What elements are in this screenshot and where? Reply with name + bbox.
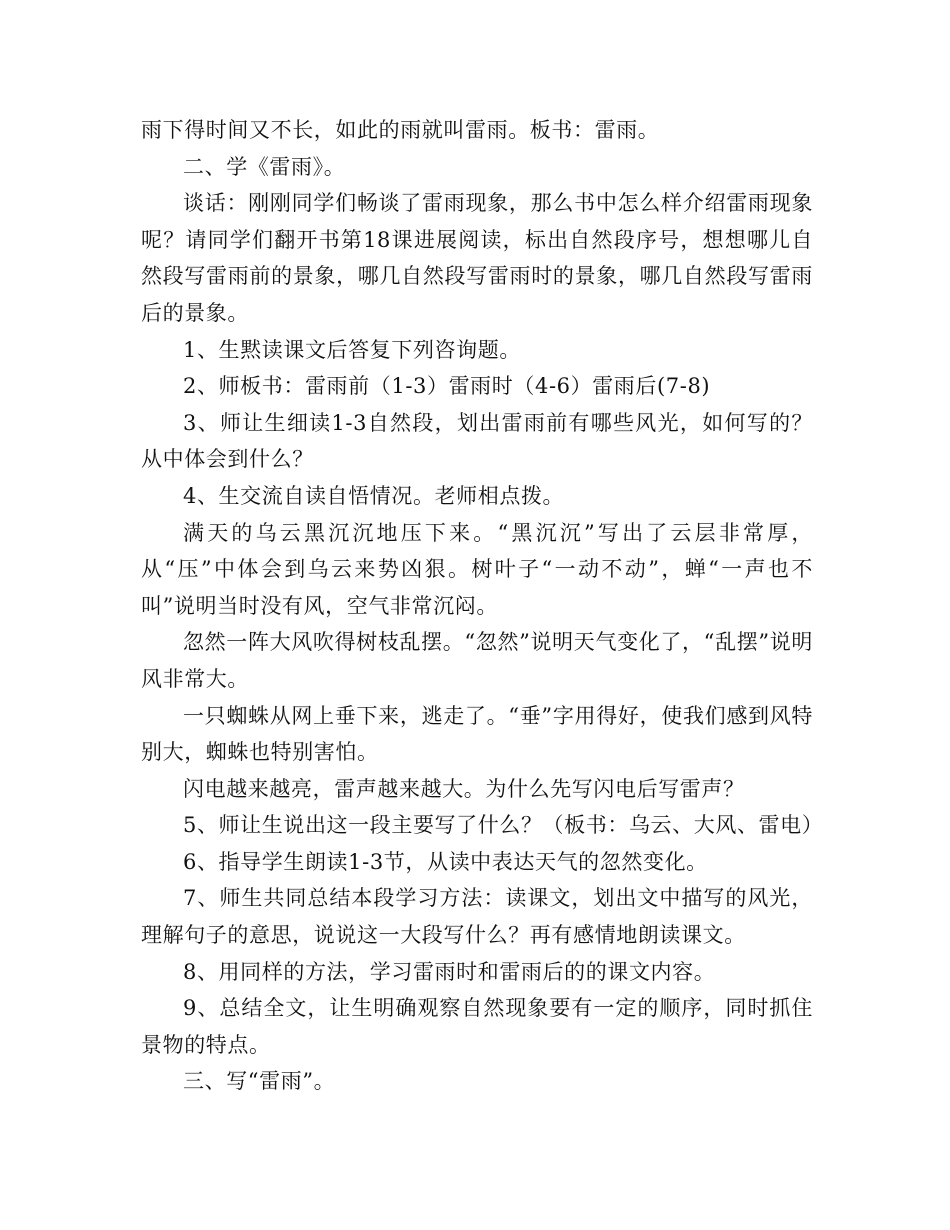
list-item-7: 7、师生共同总结本段学习方法：读课文，划出文中描写的风光，理解句子的意思，说说这一大段写什么？再有感情地朗读课文。 [141,886,813,948]
section-heading-2: 二、学《雷雨》。 [183,154,346,179]
list-item-4: 4、生交流自读自悟情况。老师相点拨。 [183,483,565,508]
list-item-8: 8、用同样的方法，学习雷雨时和雷雨后的的课文内容。 [183,959,716,984]
list-item-1: 1、生黙读课文后答复下列咨询题。 [183,337,521,362]
list-item-2: 2、师板书：雷雨前（1-3）雷雨时（4-6）雷雨后(7-8) [183,374,711,399]
paragraph-talk: 谈话：刚刚同学们畅谈了雷雨现象，那么书中怎么样介绍雷雨现象呢？请同学们翻开书第18课进展阅读，标出自然段序号，想想哪儿自然段写雷雨前的景象，哪几自然段写雷雨时的景象，哪几自然段写雷雨后的景象。 [141,191,813,325]
list-item-3: 3、师让生细读1-3自然段，划出雷雨前有哪些风光，如何写的？从中体会到什么？ [141,410,813,472]
list-item-9: 9、总结全文，让生明确观察自然现象要有一定的顺序，同时抓住景物的特点。 [141,996,813,1057]
paragraph-wind: 忽然一阵大风吹得树枝乱摆。“忽然”说明天气变化了，“乱摆”说明风非常大。 [141,630,813,691]
list-item-6: 6、指导学生朗读1-3节，从读中表达天气的忽然变化。 [183,849,708,874]
paragraph-lightning: 闪电越来越亮，雷声越来越大。为什么先写闪电后写雷声？ [183,776,745,801]
paragraph-1: 雨下得时间又不长，如此的雨就叫雷雨。板书：雷雨。 [141,118,660,142]
paragraph-spider: 一只蜘蛛从网上垂下来，逃走了。“垂”字用得好，使我们感到风特别大，蜘蛛也特别害怕。 [141,703,813,765]
document-body [141,112,824,1100]
paragraph-clouds: 满天的乌云黑沉沉地压下来。“黑沉沉”写出了云层非常厚，从“压”中体会到乌云来势凶狠。树叶子“一动不动”，蝉“一声也不叫”说明当时没有风，空气非常沉闷。 [141,520,813,618]
section-heading-3: 三、写“雷雨”。 [183,1069,336,1094]
list-item-5: 5、师让生说出这一段主要写了什么？（板书：乌云、大风、雷电） [183,813,824,838]
